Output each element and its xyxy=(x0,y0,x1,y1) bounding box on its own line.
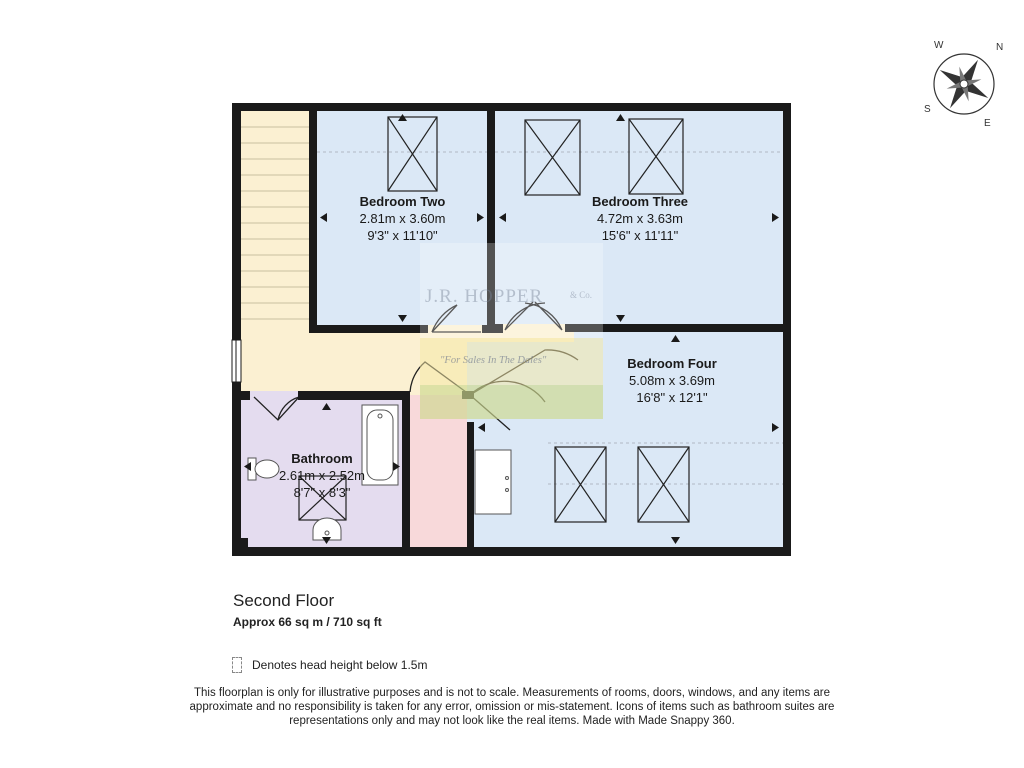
bathroom-notch xyxy=(232,538,248,556)
head-height-swatch-icon xyxy=(232,657,242,673)
watermark-brand: J.R. HOPPER xyxy=(425,286,544,307)
room-name: Bedroom Two xyxy=(359,194,446,209)
floor-title: Second Floor xyxy=(233,591,335,610)
room-name: Bathroom xyxy=(291,451,353,466)
compass-s: S xyxy=(924,104,931,115)
room-name: Bedroom Four xyxy=(627,356,717,371)
room-label-bedroom-four xyxy=(597,355,747,406)
basin-icon xyxy=(313,518,341,540)
compass-n: N xyxy=(996,42,1004,53)
room-size-metric: 2.81m x 3.60m xyxy=(359,211,446,226)
watermark-band-green xyxy=(420,385,603,419)
legend-text: Denotes head height below 1.5m xyxy=(252,658,428,672)
room-size-imperial: 15'6" x 11'11" xyxy=(601,228,679,243)
compass-e: E xyxy=(984,118,991,129)
room-size-metric: 5.08m x 3.69m xyxy=(629,373,715,388)
compass-icon xyxy=(924,40,1003,129)
room-label-bedroom-two xyxy=(330,193,475,244)
room-size-metric: 4.72m x 3.63m xyxy=(597,211,683,226)
watermark-tagline: "For Sales In The Dales" xyxy=(440,355,547,366)
room-size-metric: 2.61m x 2.52m xyxy=(279,468,365,483)
disclaimer: This floorplan is only for illustrative purposes and is not to scale. Measurements of rooms, doors, windows, and any items are approximate and no responsibility is taken for any error, omission or mis-statement. Icons of items such as bathroom suites are representations only and may not look like the real items. Made with Made Snappy 360. xyxy=(189,687,835,727)
staircase-area xyxy=(241,111,309,333)
watermark-brand-suffix: & Co. xyxy=(570,290,593,300)
desk-icon xyxy=(475,450,511,514)
legend xyxy=(232,657,427,673)
room-label-bathroom xyxy=(262,450,382,501)
floor-area: Approx 66 sq m / 710 sq ft xyxy=(233,615,382,629)
room-size-imperial: 8'7" x 8'3" xyxy=(293,485,351,500)
room-size-imperial: 9'3" x 11'10" xyxy=(367,228,438,243)
compass-w: W xyxy=(934,40,944,51)
room-name: Bedroom Three xyxy=(591,194,689,209)
room-label-bedroom-three xyxy=(565,193,715,244)
room-size-imperial: 16'8" x 12'1" xyxy=(636,390,708,405)
